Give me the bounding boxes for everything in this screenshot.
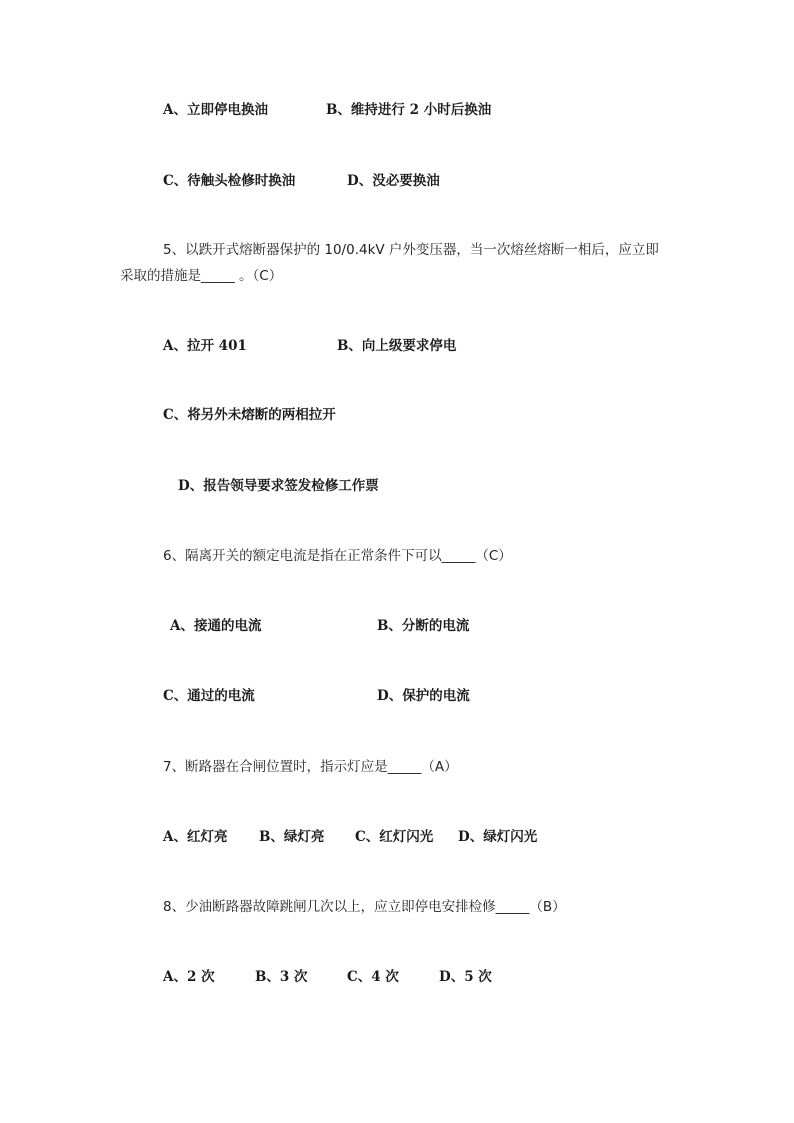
q7-option-c: C、红灯闪光 [355, 829, 434, 845]
q6-option-c: C、通过的电流 [163, 688, 255, 704]
q5-option-b: B、向上级要求停电 [337, 338, 457, 354]
q5-stem-line-2: 采取的措施是_____ 。（C） [120, 268, 283, 284]
q6-stem: 6、隔离开关的额定电流是指在正常条件下可以_____（C） [163, 548, 512, 564]
q8-option-d: D、5 次 [439, 969, 492, 985]
q5-stem-line-1: 5、以跌开式熔断器保护的 10/0.4kV 户外变压器，当一次熔丝熔断一相后，应立即 [163, 242, 659, 258]
q5-option-c: C、将另外未熔断的两相拉开 [163, 407, 336, 423]
q7-option-d: D、绿灯闪光 [458, 829, 538, 845]
q8-option-a: A、2 次 [163, 969, 215, 985]
q7-option-b: B、绿灯亮 [259, 829, 325, 845]
q5-option-a: A、拉开 401 [163, 338, 247, 354]
q4-option-c: C、待触头检修时换油 [163, 173, 296, 189]
q8-stem: 8、少油断路器故障跳闸几次以上，应立即停电安排检修_____（B） [163, 899, 566, 915]
q4-option-d: D、没必要换油 [347, 173, 440, 189]
q6-option-b: B、分断的电流 [377, 618, 470, 634]
q6-option-a: A、接通的电流 [170, 618, 262, 634]
q8-option-b: B、3 次 [255, 969, 308, 985]
q4-option-b: B、维持进行 2 小时后换油 [326, 102, 492, 118]
q8-option-c: C、4 次 [347, 969, 399, 985]
q4-option-a: A、立即停电换油 [163, 102, 268, 118]
q5-option-d: D、报告领导要求签发检修工作票 [178, 478, 379, 494]
q7-stem: 7、断路器在合闸位置时，指示灯应是_____（A） [163, 759, 458, 775]
q6-option-d: D、保护的电流 [377, 688, 470, 704]
q7-option-a: A、红灯亮 [163, 829, 228, 845]
